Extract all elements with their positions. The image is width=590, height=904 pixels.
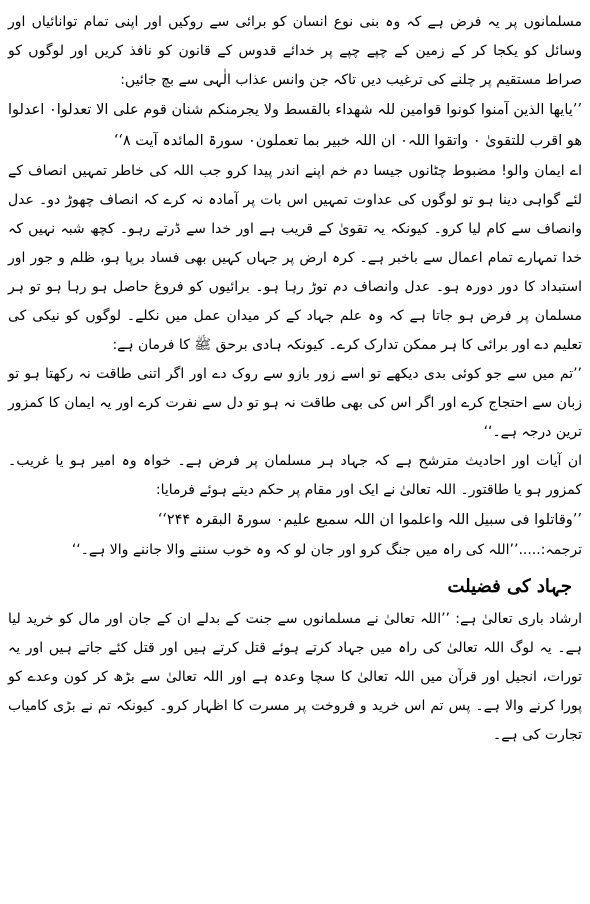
paragraph-jihad-obligation: ان آیات اور احادیث مترشح ہے کہ جہاد ہر مسلمان پر فرض ہے۔ خواہ وہ امیر ہو یا غریب۔ کمزور ہو یا طاقتور۔ اللہ تعالیٰ نے ایک اور مقام پر حکم دیتے ہوئے فرمایا:: [8, 453, 582, 498]
quran-verse-maidah: ’’یایھا الذین آمنوا کونوا قوامین للہ شھداء بالقسط ولا یجرمنکم شنان قوم علی الا تعدلوا۰ اعدلوا ھو اقرب للتقویٰ ۰ واتقوا اللہ۰ ان اللہ خبیر بما تعملون۰ سورۃ المائدہ آیت ۸‘‘: [8, 102, 582, 149]
section-heading: جہاد کی فضیلت: [447, 576, 572, 597]
quran-verse-baqarah: ’’وقاتلوا فی سبیل اللہ واعلموا ان اللہ سمیع علیم۰ سورۃ البقرہ ۲۴۴‘‘: [157, 512, 582, 528]
hadith-quote: ’’تم میں سے جو کوئی بدی دیکھے تو اسے زور بازو سے روک دے اور اگر اتنی طاقت نہ رکھتا ہو تو زبان سے احتجاج کرے اور اگر اس کی بھی طاقت نہ ہو تو دل سے نفرت کرے اور یہ ایمان کا کمزور ترین درجہ ہے۔‘‘: [8, 366, 582, 440]
paragraph-translation-commentary: اے ایمان والو! مضبوط چٹانوں جیسا دم خم اپنے اندر پیدا کرو جب اللہ کی خاطر تمہیں انصاف کے لئے گواہی دینا ہو تو لوگوں کی عداوت تمہیں اس بات پر آمادہ نہ کرے کہ انصاف چھوڑ دو۔ عدل وانصاف سے کام لیا کرو۔ کیونکہ یہ تقویٰ کے قریب ہے اور خدا سے ڈرتے رہو۔ کچھ شبہ نہیں کہ خدا تمہارے تمام اعمال سے باخبر ہے۔ کرہ ارض پر جہاں کہیں بھی فساد برپا ہو، ظلم و جور اور استبداد کا دور دورہ ہو۔ عدل وانصاف دم توڑ رہا ہو۔ برائیوں کو فروغ حاصل ہو رہا ہو تو ہر مسلمان پر فرض ہو جاتا ہے کہ وہ علم جہاد کے کر میدان عمل میں نکلے۔ لوگوں کو نیکی کی تعلیم دے اور برائی کا ہر ممکن تدارک کرے۔ کیونکہ ہادی برحق ﷺ کا فرمان ہے:: [8, 163, 582, 353]
verse-translation: ترجمہ:.....’’اللہ کی راہ میں جنگ کرو اور جان لو کہ وہ خوب سننے والا جاننے والا ہے۔‘‘: [71, 542, 582, 558]
paragraph-virtue-of-jihad: ارشاد باری تعالیٰ ہے: ’’اللہ تعالیٰ نے مسلمانوں سے جنت کے بدلے ان کے جان اور مال کو خرید لیا ہے۔ یہ لوگ اللہ تعالیٰ کی راہ میں جہاد کرتے ہوئے قتل کرتے ہیں اور قتل کئے جاتے ہیں اور یہ تورات، انجیل اور قرآن میں اللہ تعالیٰ کا سچا وعدہ ہے اور اللہ تعالیٰ سے بڑھ کر کون وعدے کو پورا کرنے والا ہے۔ پس تم اس خرید و فروخت پر مسرت کا اظہار کرو۔ کیونکہ تم نے بڑی کامیاب تجارت کی ہے۔: [8, 611, 582, 743]
paragraph-intro: مسلمانوں پر یہ فرض ہے کہ وہ بنی نوع انسان کو برائی سے روکیں اور اپنی تمام توانائیاں اور وسائل کو یکجا کر کے زمین کے چپے چپے پر خدائے قدوس کے قانون کو نافذ کریں اور لوگوں کو صراط مستقیم پر چلنے کی ترغیب دیں تاکہ جن وانس عذاب الٰہی سے بچ جائیں:: [8, 14, 582, 88]
